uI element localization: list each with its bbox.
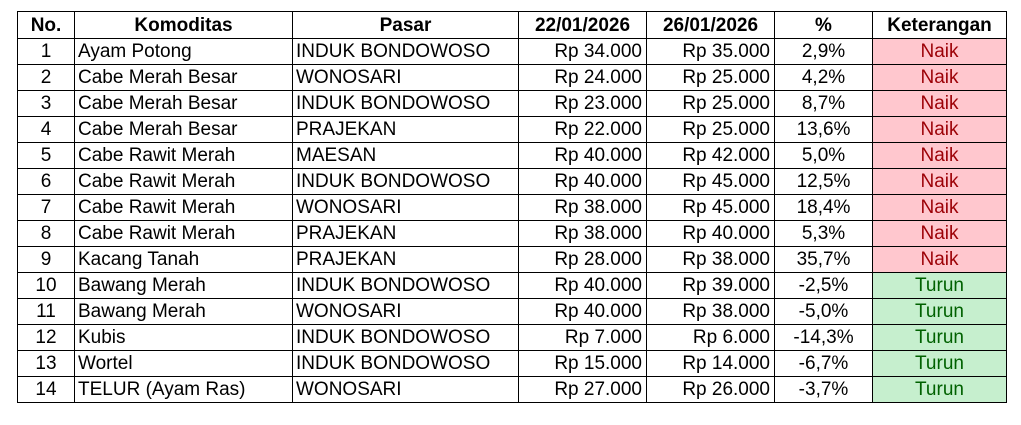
header-keterangan: Keterangan bbox=[873, 12, 1007, 39]
cell-komoditas: Cabe Rawit Merah bbox=[75, 195, 293, 221]
table-row bbox=[18, 299, 1007, 325]
cell-keterangan-badge: Naik bbox=[873, 91, 1007, 117]
table-body bbox=[18, 39, 1007, 403]
cell-price-date-2: Rp 25.000 bbox=[647, 117, 775, 143]
cell-komoditas: Wortel bbox=[75, 351, 293, 377]
cell-komoditas: Ayam Potong bbox=[75, 39, 293, 65]
cell-price-date-1: Rp 24.000 bbox=[519, 65, 647, 91]
cell-price-date-2: Rp 35.000 bbox=[647, 39, 775, 65]
cell-price-date-2: Rp 6.000 bbox=[647, 325, 775, 351]
table-row bbox=[18, 221, 1007, 247]
cell-komoditas: Cabe Rawit Merah bbox=[75, 143, 293, 169]
price-table-container bbox=[17, 11, 1007, 403]
cell-keterangan-badge: Turun bbox=[873, 351, 1007, 377]
cell-price-date-2: Rp 25.000 bbox=[647, 65, 775, 91]
cell-price-date-1: Rp 7.000 bbox=[519, 325, 647, 351]
cell-price-date-1: Rp 40.000 bbox=[519, 273, 647, 299]
cell-price-date-2: Rp 26.000 bbox=[647, 377, 775, 403]
cell-percent-change: 2,9% bbox=[775, 39, 873, 65]
cell-no: 3 bbox=[18, 91, 75, 117]
header-date-2: 26/01/2026 bbox=[647, 12, 775, 39]
table-row bbox=[18, 117, 1007, 143]
cell-no: 2 bbox=[18, 65, 75, 91]
cell-keterangan-badge: Naik bbox=[873, 169, 1007, 195]
cell-pasar: PRAJEKAN bbox=[293, 247, 519, 273]
table-row bbox=[18, 247, 1007, 273]
price-table bbox=[17, 11, 1007, 403]
cell-price-date-2: Rp 25.000 bbox=[647, 91, 775, 117]
header-date-1: 22/01/2026 bbox=[519, 12, 647, 39]
cell-percent-change: 35,7% bbox=[775, 247, 873, 273]
cell-pasar: INDUK BONDOWOSO bbox=[293, 325, 519, 351]
cell-no: 9 bbox=[18, 247, 75, 273]
table-row bbox=[18, 169, 1007, 195]
cell-keterangan-badge: Turun bbox=[873, 273, 1007, 299]
cell-pasar: MAESAN bbox=[293, 143, 519, 169]
table-row bbox=[18, 39, 1007, 65]
table-row bbox=[18, 195, 1007, 221]
table-row bbox=[18, 377, 1007, 403]
cell-pasar: INDUK BONDOWOSO bbox=[293, 169, 519, 195]
cell-keterangan-badge: Turun bbox=[873, 299, 1007, 325]
table-row bbox=[18, 65, 1007, 91]
table-row bbox=[18, 351, 1007, 377]
cell-percent-change: 8,7% bbox=[775, 91, 873, 117]
cell-keterangan-badge: Naik bbox=[873, 39, 1007, 65]
table-row bbox=[18, 143, 1007, 169]
cell-keterangan-badge: Naik bbox=[873, 117, 1007, 143]
cell-komoditas: Bawang Merah bbox=[75, 299, 293, 325]
cell-price-date-2: Rp 40.000 bbox=[647, 221, 775, 247]
cell-price-date-1: Rp 40.000 bbox=[519, 169, 647, 195]
cell-no: 12 bbox=[18, 325, 75, 351]
cell-percent-change: 4,2% bbox=[775, 65, 873, 91]
cell-percent-change: -5,0% bbox=[775, 299, 873, 325]
cell-no: 4 bbox=[18, 117, 75, 143]
cell-pasar: INDUK BONDOWOSO bbox=[293, 39, 519, 65]
cell-komoditas: TELUR (Ayam Ras) bbox=[75, 377, 293, 403]
header-no: No. bbox=[18, 12, 75, 39]
cell-price-date-2: Rp 45.000 bbox=[647, 195, 775, 221]
cell-percent-change: 12,5% bbox=[775, 169, 873, 195]
cell-komoditas: Cabe Rawit Merah bbox=[75, 169, 293, 195]
cell-no: 1 bbox=[18, 39, 75, 65]
header-komoditas: Komoditas bbox=[75, 12, 293, 39]
cell-price-date-1: Rp 40.000 bbox=[519, 299, 647, 325]
cell-komoditas: Cabe Merah Besar bbox=[75, 117, 293, 143]
header-row bbox=[18, 12, 1007, 39]
cell-price-date-2: Rp 14.000 bbox=[647, 351, 775, 377]
cell-percent-change: -3,7% bbox=[775, 377, 873, 403]
cell-percent-change: 5,3% bbox=[775, 221, 873, 247]
table-row bbox=[18, 325, 1007, 351]
cell-no: 10 bbox=[18, 273, 75, 299]
cell-price-date-1: Rp 27.000 bbox=[519, 377, 647, 403]
cell-keterangan-badge: Naik bbox=[873, 221, 1007, 247]
cell-komoditas: Cabe Merah Besar bbox=[75, 91, 293, 117]
header-percent: % bbox=[775, 12, 873, 39]
cell-keterangan-badge: Turun bbox=[873, 325, 1007, 351]
cell-pasar: WONOSARI bbox=[293, 299, 519, 325]
table-row bbox=[18, 91, 1007, 117]
cell-komoditas: Cabe Merah Besar bbox=[75, 65, 293, 91]
cell-percent-change: 5,0% bbox=[775, 143, 873, 169]
cell-percent-change: -14,3% bbox=[775, 325, 873, 351]
header-pasar: Pasar bbox=[293, 12, 519, 39]
cell-pasar: PRAJEKAN bbox=[293, 221, 519, 247]
cell-price-date-1: Rp 15.000 bbox=[519, 351, 647, 377]
cell-keterangan-badge: Turun bbox=[873, 377, 1007, 403]
cell-no: 7 bbox=[18, 195, 75, 221]
cell-price-date-1: Rp 40.000 bbox=[519, 143, 647, 169]
cell-percent-change: 18,4% bbox=[775, 195, 873, 221]
cell-price-date-2: Rp 38.000 bbox=[647, 299, 775, 325]
cell-keterangan-badge: Naik bbox=[873, 65, 1007, 91]
cell-no: 5 bbox=[18, 143, 75, 169]
cell-keterangan-badge: Naik bbox=[873, 247, 1007, 273]
cell-price-date-1: Rp 38.000 bbox=[519, 221, 647, 247]
cell-percent-change: -2,5% bbox=[775, 273, 873, 299]
cell-pasar: INDUK BONDOWOSO bbox=[293, 351, 519, 377]
cell-pasar: WONOSARI bbox=[293, 377, 519, 403]
cell-komoditas: Bawang Merah bbox=[75, 273, 293, 299]
cell-komoditas: Kacang Tanah bbox=[75, 247, 293, 273]
cell-price-date-1: Rp 23.000 bbox=[519, 91, 647, 117]
cell-percent-change: -6,7% bbox=[775, 351, 873, 377]
cell-no: 8 bbox=[18, 221, 75, 247]
cell-price-date-2: Rp 39.000 bbox=[647, 273, 775, 299]
cell-price-date-1: Rp 38.000 bbox=[519, 195, 647, 221]
cell-price-date-1: Rp 34.000 bbox=[519, 39, 647, 65]
table-row bbox=[18, 273, 1007, 299]
cell-keterangan-badge: Naik bbox=[873, 143, 1007, 169]
cell-no: 14 bbox=[18, 377, 75, 403]
cell-pasar: INDUK BONDOWOSO bbox=[293, 273, 519, 299]
cell-no: 11 bbox=[18, 299, 75, 325]
cell-price-date-1: Rp 22.000 bbox=[519, 117, 647, 143]
cell-komoditas: Kubis bbox=[75, 325, 293, 351]
cell-no: 13 bbox=[18, 351, 75, 377]
cell-price-date-2: Rp 42.000 bbox=[647, 143, 775, 169]
cell-pasar: PRAJEKAN bbox=[293, 117, 519, 143]
cell-percent-change: 13,6% bbox=[775, 117, 873, 143]
cell-pasar: WONOSARI bbox=[293, 195, 519, 221]
cell-price-date-1: Rp 28.000 bbox=[519, 247, 647, 273]
cell-no: 6 bbox=[18, 169, 75, 195]
cell-price-date-2: Rp 38.000 bbox=[647, 247, 775, 273]
cell-pasar: INDUK BONDOWOSO bbox=[293, 91, 519, 117]
cell-pasar: WONOSARI bbox=[293, 65, 519, 91]
cell-price-date-2: Rp 45.000 bbox=[647, 169, 775, 195]
cell-keterangan-badge: Naik bbox=[873, 195, 1007, 221]
cell-komoditas: Cabe Rawit Merah bbox=[75, 221, 293, 247]
